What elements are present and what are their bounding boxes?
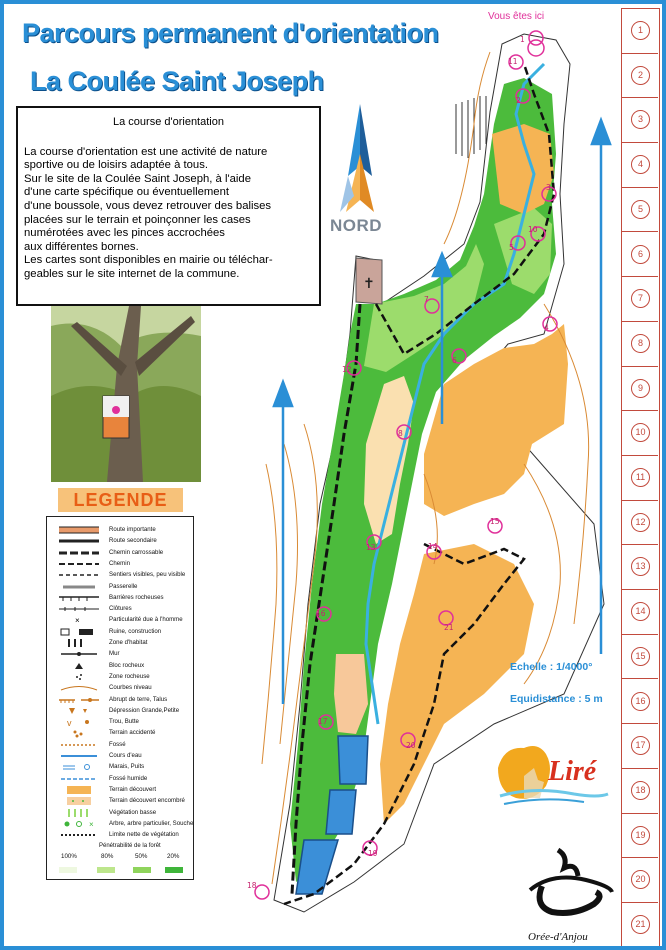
legend-item: Arbre, arbre particulier, Souche: [109, 819, 194, 827]
svg-text:19: 19: [368, 849, 378, 858]
control-number: 4: [631, 155, 650, 174]
penetrability-swatch: [59, 867, 77, 873]
svg-text:v: v: [67, 718, 72, 728]
legend-symbol: [55, 615, 103, 625]
control-card-cell[interactable]: [622, 635, 658, 680]
penetrability-value: 80%: [101, 853, 114, 860]
control-card-cell[interactable]: [622, 858, 658, 903]
penetrability-swatch: [165, 867, 183, 873]
legend-item: Chemin: [109, 559, 130, 567]
equidistance-label: Equidistance : 5 m: [510, 693, 603, 705]
legend-symbol: [55, 604, 103, 614]
control-number: 14: [631, 602, 650, 621]
control-number: 5: [631, 200, 650, 219]
control-card-cell[interactable]: [622, 456, 658, 501]
svg-text:16: 16: [316, 609, 326, 618]
svg-text:17: 17: [318, 717, 328, 726]
legend-item: Bloc rocheux: [109, 661, 145, 669]
legend-symbol: [55, 740, 103, 750]
control-card-cell[interactable]: [622, 590, 658, 635]
svg-text:3: 3: [546, 183, 551, 192]
control-number: 16: [631, 692, 650, 711]
legend-item: Fossé humide: [109, 774, 148, 782]
legend-item: Route secondaire: [109, 537, 157, 545]
control-card-cell[interactable]: [622, 367, 658, 412]
control-number: 10: [631, 423, 650, 442]
legend-symbol: [55, 728, 103, 738]
legend-symbol: [55, 706, 103, 716]
legend-symbol: [55, 649, 103, 659]
legend-symbol: [55, 808, 103, 818]
info-box-title: La course d'orientation: [113, 116, 224, 128]
legend-symbol: [55, 661, 103, 671]
control-card-cell[interactable]: [622, 54, 658, 99]
legend-item: Chemin carrossable: [109, 548, 164, 556]
control-number: 2: [631, 66, 650, 85]
legend-symbol: [55, 536, 103, 546]
control-card-cell[interactable]: [622, 903, 658, 948]
legend-symbol: [55, 570, 103, 580]
control-number: 17: [631, 736, 650, 755]
svg-text:8: 8: [398, 429, 403, 438]
penetrability-swatch: [133, 867, 151, 873]
legend-symbol: [55, 695, 103, 705]
svg-text:2: 2: [516, 96, 521, 105]
control-card-cell[interactable]: [622, 9, 658, 54]
legend-symbol: [55, 785, 103, 795]
legend-item: Zone rocheuse: [109, 672, 150, 680]
legend-item: Particularité due à l'homme: [109, 616, 183, 624]
control-card-cell[interactable]: [622, 188, 658, 233]
penetrability-value: 20%: [167, 853, 180, 860]
legend-symbol: [55, 525, 103, 535]
control-card-cell[interactable]: [622, 501, 658, 546]
legend-item: Terrain découvert: [109, 785, 157, 793]
control-card-cell[interactable]: [622, 680, 658, 725]
legend-item: Limite nette de végétation: [109, 831, 179, 839]
control-card: [621, 8, 660, 948]
control-number: 8: [631, 334, 650, 353]
legend-symbol: [55, 774, 103, 784]
svg-text:11: 11: [508, 57, 518, 66]
legend-symbol: [55, 559, 103, 569]
control-number: 13: [631, 557, 650, 576]
svg-text:7: 7: [424, 295, 429, 304]
legend-symbol: [55, 830, 103, 840]
control-card-cell[interactable]: [622, 277, 658, 322]
svg-text:4: 4: [544, 323, 549, 332]
legend-symbol: [55, 548, 103, 558]
svg-text:15: 15: [490, 517, 500, 526]
penetrability-title: Pénétrabilité de la forêt: [99, 843, 161, 849]
legend-item: Terrain découvert encombré: [109, 797, 185, 805]
svg-text:×: ×: [75, 616, 80, 626]
legend-item: Route importante: [109, 526, 156, 533]
lire-logo-text: Liré: [548, 756, 597, 787]
title-line1: Parcours permanent d'orientation: [22, 18, 439, 48]
control-card-cell[interactable]: [622, 411, 658, 456]
control-number: 3: [631, 110, 650, 129]
legend-item: Trou, Butte: [109, 718, 139, 726]
lire-logo: [494, 738, 612, 822]
legend-symbol: [55, 796, 103, 806]
control-number: 19: [631, 826, 650, 845]
control-number: 21: [631, 915, 650, 934]
legend-symbol: [55, 683, 103, 693]
control-card-cell[interactable]: [622, 322, 658, 367]
control-number: 20: [631, 870, 650, 889]
legend-symbol: [55, 819, 103, 829]
svg-text:1: 1: [520, 35, 525, 44]
control-number: 15: [631, 647, 650, 666]
control-card-cell[interactable]: [622, 769, 658, 814]
svg-text:18: 18: [247, 881, 257, 890]
control-card-cell[interactable]: [622, 814, 658, 859]
control-card-cell[interactable]: [622, 233, 658, 278]
legend-item: Marais, Puits: [109, 763, 145, 771]
info-box: [16, 106, 321, 306]
control-number: 7: [631, 289, 650, 308]
info-box-body: La course d'orientation est une activité de nature sportive ou de loisirs adaptée à tous. Sur le site de la Coulée Saint Joseph, à l'aide d'une carte spécifique ou éventuellement d'une boussole, vous devez retrouver des balises placées sur le terrain et poinçonner les cases numérotées avec les pinces accrochées aux différentes bornes. Les cartes sont disponibles en mairie ou téléchar- geables sur le site internet de la commune.: [24, 145, 273, 280]
control-number: 12: [631, 513, 650, 532]
control-number: 11: [631, 468, 650, 487]
legend-item: Courbes niveau: [109, 684, 152, 692]
legend-symbol: [55, 593, 103, 603]
svg-text:×: ×: [89, 819, 94, 829]
legend-box: [46, 516, 194, 880]
control-card-cell[interactable]: [622, 98, 658, 143]
legend-symbol: [55, 638, 103, 648]
legend-item: Fossé: [109, 740, 126, 748]
legend-item: Sentiers visibles, peu visible: [109, 571, 186, 579]
svg-text:20: 20: [406, 741, 416, 750]
oree-logo-text: Orée-d'Anjou: [528, 931, 588, 943]
legend-symbol: [55, 717, 103, 727]
legend-item: Dépression Grande,Petite: [109, 706, 180, 714]
legend-item: Végétation basse: [109, 808, 157, 816]
control-number: 18: [631, 781, 650, 800]
svg-text:✝: ✝: [363, 276, 375, 292]
legend-item: Barrières rocheuses: [109, 593, 164, 601]
legend-item: Ruine, construction: [109, 627, 162, 635]
legend-symbol: [55, 627, 103, 637]
svg-text:21: 21: [444, 623, 454, 632]
scale-label: Echelle : 1/4000°: [510, 661, 593, 673]
control-card-cell[interactable]: [622, 724, 658, 769]
legend-item: Zone d'habitat: [109, 639, 148, 646]
svg-text:12: 12: [342, 365, 352, 374]
pond: [326, 790, 356, 834]
north-label: NORD: [330, 216, 383, 235]
control-card-cell[interactable]: [622, 143, 658, 188]
svg-text:14: 14: [428, 542, 438, 551]
legend-item: Mur: [109, 650, 120, 658]
you-are-here-label: Vous êtes ici: [488, 11, 545, 22]
control-card-cell[interactable]: [622, 545, 658, 590]
svg-text:13: 13: [366, 543, 376, 552]
svg-text:6: 6: [452, 356, 457, 365]
control-number: 1: [631, 21, 650, 40]
legend-title: LEGENDE: [58, 488, 183, 512]
legend-item: Passerelle: [109, 582, 138, 590]
oree-logo: [524, 846, 616, 946]
legend-symbol: [55, 751, 103, 761]
penetrability-value: 50%: [135, 853, 148, 860]
legend-item: Terrain accidenté: [109, 729, 156, 737]
legend-item: Abrupt de terre, Talus: [109, 695, 168, 703]
legend-item: Cours d'eau: [109, 752, 142, 759]
svg-text:10: 10: [528, 225, 538, 234]
svg-text:5: 5: [509, 243, 514, 252]
tree-photo: [51, 306, 201, 482]
legend-symbol: [55, 582, 103, 592]
control-number: 9: [631, 379, 650, 398]
control-number: 6: [631, 245, 650, 264]
pond: [338, 736, 368, 784]
title-line2: La Coulée Saint Joseph: [30, 66, 324, 96]
penetrability-value: 100%: [61, 853, 77, 860]
legend-item: Clôtures: [109, 605, 132, 613]
penetrability-swatch: [97, 867, 115, 873]
legend-symbol: [55, 762, 103, 772]
legend-symbol: [55, 672, 103, 682]
